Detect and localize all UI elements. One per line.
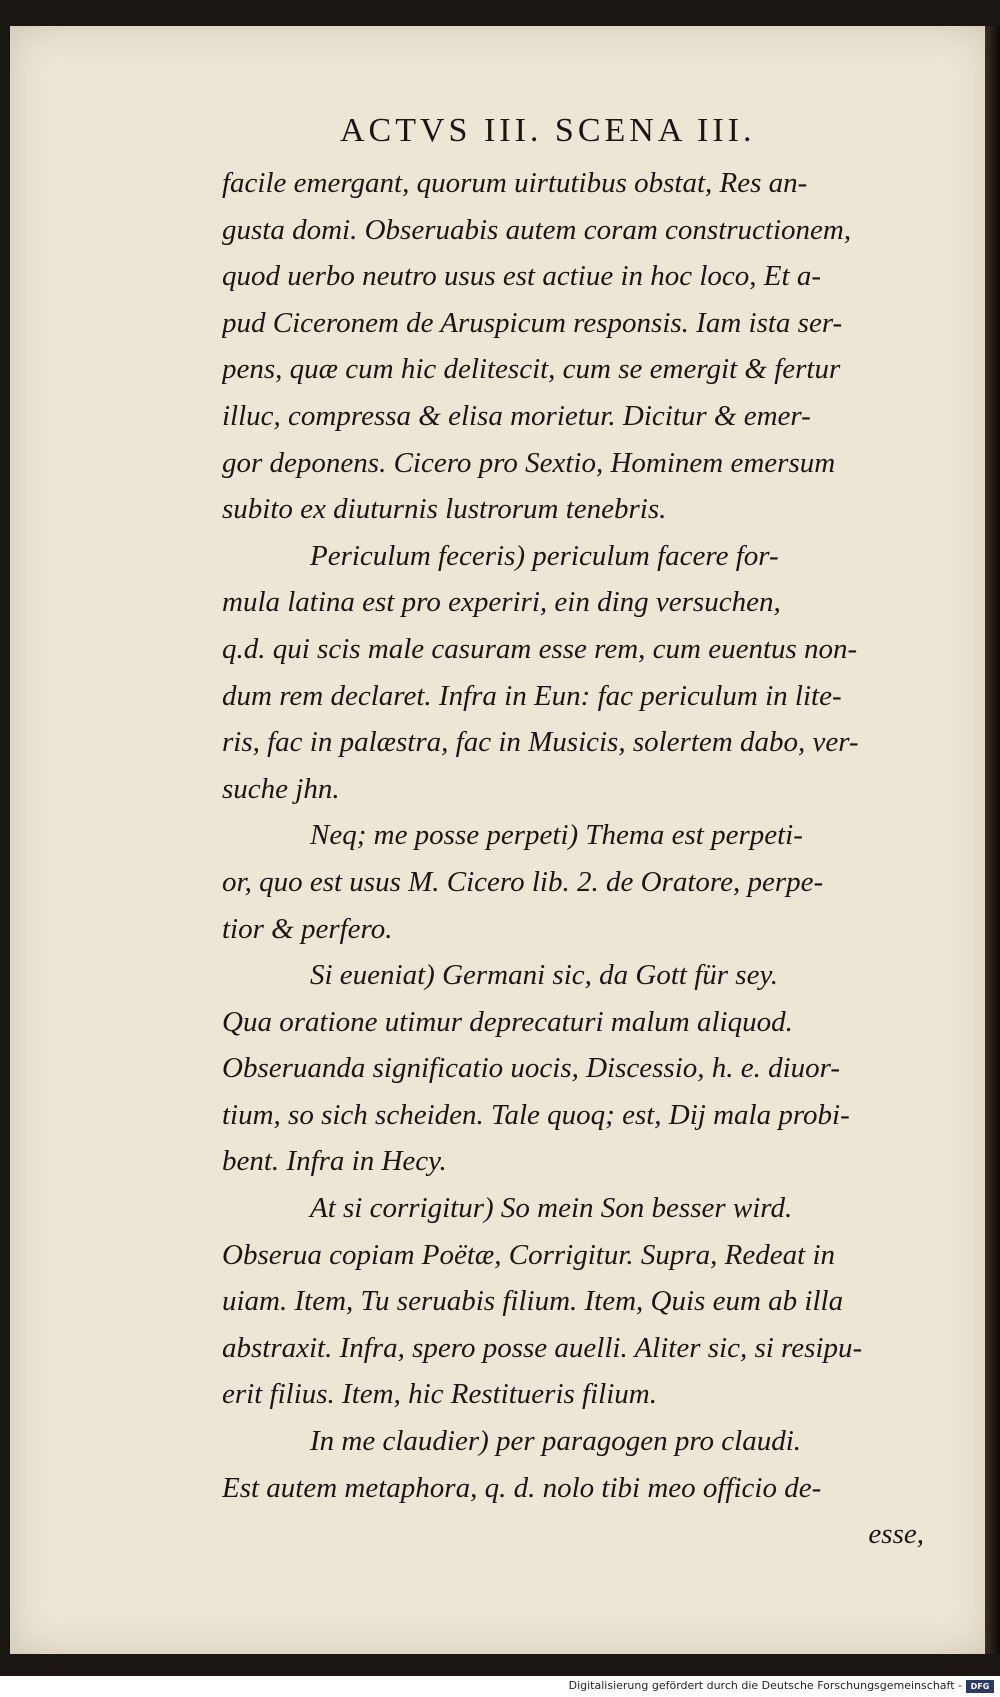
funding-credit: Digitalisierung gefördert durch die Deutsche Forschungsgemeinschaft -	[568, 1679, 962, 1692]
page-header: ACTVS III. SCENA III.	[340, 112, 756, 149]
text-line: erit filius. Item, hic Restitueris filium.	[222, 1378, 657, 1411]
text-line: Est autem metaphora, q. d. nolo tibi meo officio de-	[222, 1471, 822, 1504]
text-line: mula latina est pro experiri, ein ding versuchen,	[222, 586, 781, 619]
text-line: Qua oratione utimur deprecaturi malum aliquod.	[222, 1005, 793, 1038]
text-line: abstraxit. Infra, spero posse auelli. Aliter sic, si resipu-	[222, 1331, 863, 1364]
footer-bar	[0, 1676, 1000, 1697]
page-edge-shadow	[985, 26, 1000, 1654]
text-line: At si corrigitur) So mein Son besser wird.	[310, 1192, 793, 1225]
text-line: gusta domi. Obseruabis autem coram constructionem,	[222, 213, 852, 246]
text-line: or, quo est usus M. Cicero lib. 2. de Oratore, perpe-	[222, 865, 824, 898]
text-line: facile emergant, quorum uirtutibus obstat, Res an-	[222, 167, 808, 199]
text-line: q.d. qui scis male casuram esse rem, cum euentus non-	[222, 632, 858, 665]
text-line: tium, so sich scheiden. Tale quoq; est, Dij mala probi-	[222, 1098, 850, 1131]
text-line: Si eueniat) Germani sic, da Gott für sey.	[310, 959, 778, 992]
dfg-logo: DFG	[966, 1680, 994, 1693]
text-line: illuc, compressa & elisa morietur. Dicitur & emer-	[222, 399, 811, 432]
text-line: Neq; me posse perpeti) Thema est perpeti-	[310, 819, 803, 852]
text-line: tior & perfero.	[222, 912, 393, 945]
text-line: ris, fac in palæstra, fac in Musicis, solertem dabo, ver-	[222, 726, 859, 759]
text-line: pens, quæ cum hic delitescit, cum se emergit & fertur	[222, 353, 841, 386]
text-line: gor deponens. Cicero pro Sextio, Hominem emersum	[222, 446, 836, 479]
text-line: suche jhn.	[222, 772, 340, 805]
text-line: Periculum feceris) periculum facere for-	[310, 539, 779, 572]
text-line: uiam. Item, Tu seruabis filium. Item, Quis eum ab illa	[222, 1285, 844, 1318]
text-line: quod uerbo neutro usus est actiue in hoc loco, Et a-	[222, 260, 821, 293]
text-line: Obseruanda significatio uocis, Discessio, h. e. diuor-	[222, 1052, 841, 1085]
text-line: In me claudier) per paragogen pro claudi.	[310, 1425, 802, 1458]
catchword: esse,	[868, 1518, 924, 1551]
text-line: pud Ciceronem de Aruspicum responsis. Iam ista ser-	[222, 306, 843, 339]
page-body-text	[222, 160, 932, 1558]
text-line: dum rem declaret. Infra in Eun: fac periculum in lite-	[222, 679, 842, 712]
text-line: subito ex diuturnis lustrorum tenebris.	[222, 493, 667, 526]
text-line: bent. Infra in Hecy.	[222, 1145, 447, 1178]
text-line: Obserua copiam Poëtæ, Corrigitur. Supra, Redeat in	[222, 1238, 836, 1271]
